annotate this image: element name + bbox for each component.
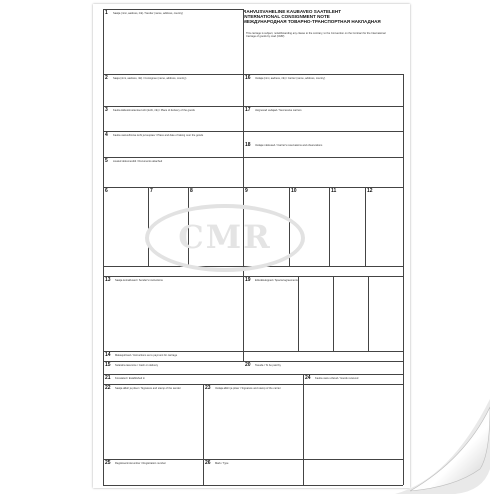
header-title-estonian: RAHVUSVAHELINE KAUBAVEO SAATELEHT bbox=[243, 9, 342, 14]
box-label-5: Lisatud dokumendid / Documents attached bbox=[113, 160, 163, 163]
vline-goods-4 bbox=[329, 187, 330, 266]
box-number-20: 20 bbox=[245, 362, 251, 368]
box-label-2: Saaja (nimi, aadress, riik) / Consignee (name, address, country) bbox=[113, 77, 187, 80]
box-number-5: 5 bbox=[105, 158, 108, 164]
box-number-25: 25 bbox=[105, 460, 111, 466]
box-label-25: Registreerimisnumber / Registration number bbox=[115, 462, 166, 465]
box-label-1: Saatja (nimi, aadress, riik) / Sender (name, address, country) bbox=[113, 12, 184, 15]
cmr-watermark-text: CMR bbox=[178, 218, 272, 256]
vline-charges-1 bbox=[298, 276, 299, 351]
box-number-9: 9 bbox=[245, 188, 248, 194]
vline-goods-5 bbox=[365, 187, 366, 266]
hline-box5 bbox=[103, 157, 403, 158]
vline-charges-2 bbox=[333, 276, 334, 351]
box-label-15: Sularaha tasumine / Cash on delivery bbox=[115, 364, 159, 367]
hline-box2 bbox=[103, 74, 243, 75]
vline-bottom-2 bbox=[303, 374, 304, 485]
hline-box13 bbox=[103, 276, 403, 277]
box-number-23: 23 bbox=[205, 385, 211, 391]
box-number-7: 7 bbox=[150, 188, 153, 194]
box-label-19: Erikokkulepped / Special agreements bbox=[255, 279, 298, 282]
header-title-russian: МЕЖДУНАРОДНАЯ ТОВАРНО-ТРАНСПОРТНАЯ НАКЛАДНАЯ bbox=[243, 19, 381, 24]
box-number-4: 4 bbox=[105, 132, 108, 138]
box-number-17: 17 bbox=[245, 107, 251, 113]
hline-box4 bbox=[103, 131, 403, 132]
cmr-watermark-logo bbox=[145, 204, 305, 272]
cmr-form-sheet bbox=[93, 4, 410, 488]
hline-box22 bbox=[103, 384, 403, 385]
box-label-23: Vedaja allkiri ja pitser / Signature and stamp of the carrier bbox=[215, 387, 281, 390]
box-number-22: 22 bbox=[105, 385, 111, 391]
hline-box21 bbox=[103, 374, 403, 375]
box-number-12: 12 bbox=[367, 188, 373, 194]
convention-note: This carriage is subject, notwithstanding any clause to the contrary, to the Convention on the Contract for the International Carriage of goods by road (CMR) bbox=[246, 32, 386, 38]
box-number-18: 18 bbox=[245, 142, 251, 148]
box-number-10: 10 bbox=[291, 188, 297, 194]
box-number-8: 8 bbox=[190, 188, 193, 194]
box-number-6: 6 bbox=[105, 188, 108, 194]
hline-top bbox=[103, 9, 243, 10]
box-number-1: 1 bbox=[105, 10, 108, 16]
vline-bottom-1 bbox=[203, 384, 204, 485]
box-label-22: Saatja allkiri ja pitser / Signature and stamp of the sender bbox=[115, 387, 181, 390]
box-label-20: Tasuda / To be paid by bbox=[255, 364, 281, 367]
box-label-24: Kauba vastu võetud / Goods received bbox=[315, 377, 359, 380]
box-number-16: 16 bbox=[245, 75, 251, 81]
box-label-13: Saatja korraldused / Sender's instructions bbox=[115, 279, 163, 282]
box-label-14: Maksejuhised / Instructions as to payment for carriage bbox=[115, 354, 178, 357]
box-number-13: 13 bbox=[105, 277, 111, 283]
vline-charges-3 bbox=[368, 276, 369, 351]
box-number-3: 3 bbox=[105, 107, 108, 113]
left-border bbox=[103, 9, 104, 485]
hline-bottom bbox=[103, 485, 403, 486]
box-number-14: 14 bbox=[105, 352, 111, 358]
box-label-17: Järgnevad vedajad / Successive carriers bbox=[255, 109, 302, 112]
box-number-19: 19 bbox=[245, 277, 251, 283]
header-title-english: INTERNATIONAL CONSIGNMENT NOTE bbox=[243, 14, 330, 19]
hline-box3 bbox=[103, 106, 403, 107]
box-label-21: Koostatud / Established in bbox=[115, 377, 145, 380]
box-label-4: Kauba vastuvõtmise koht ja kuupäev / Place and date of taking over the goods bbox=[113, 134, 204, 137]
box-number-15: 15 bbox=[105, 362, 111, 368]
page-curl-icon bbox=[395, 399, 490, 494]
box-number-21: 21 bbox=[105, 375, 111, 381]
box-label-18: Vedaja märkused / Carrier's reservations and observations bbox=[255, 144, 323, 147]
hline-box15 bbox=[103, 361, 403, 362]
hline-box14 bbox=[103, 351, 403, 352]
box-label-16: Vedaja (nimi, aadress, riik) / Carrier (name, address, country) bbox=[255, 77, 326, 80]
box-number-2: 2 bbox=[105, 75, 108, 81]
box-label-3: Kauba kättetoimetamise koht (koht, riik) / Place of delivery of the goods bbox=[113, 109, 195, 112]
box-number-11: 11 bbox=[331, 188, 337, 194]
hline-carrier-top bbox=[243, 74, 403, 75]
box-label-26: Mark / Type bbox=[215, 462, 229, 465]
box-number-24: 24 bbox=[305, 375, 311, 381]
center-divider bbox=[243, 9, 244, 361]
form-header bbox=[243, 9, 403, 24]
hline-box25 bbox=[103, 459, 403, 460]
box-number-26: 26 bbox=[205, 460, 211, 466]
